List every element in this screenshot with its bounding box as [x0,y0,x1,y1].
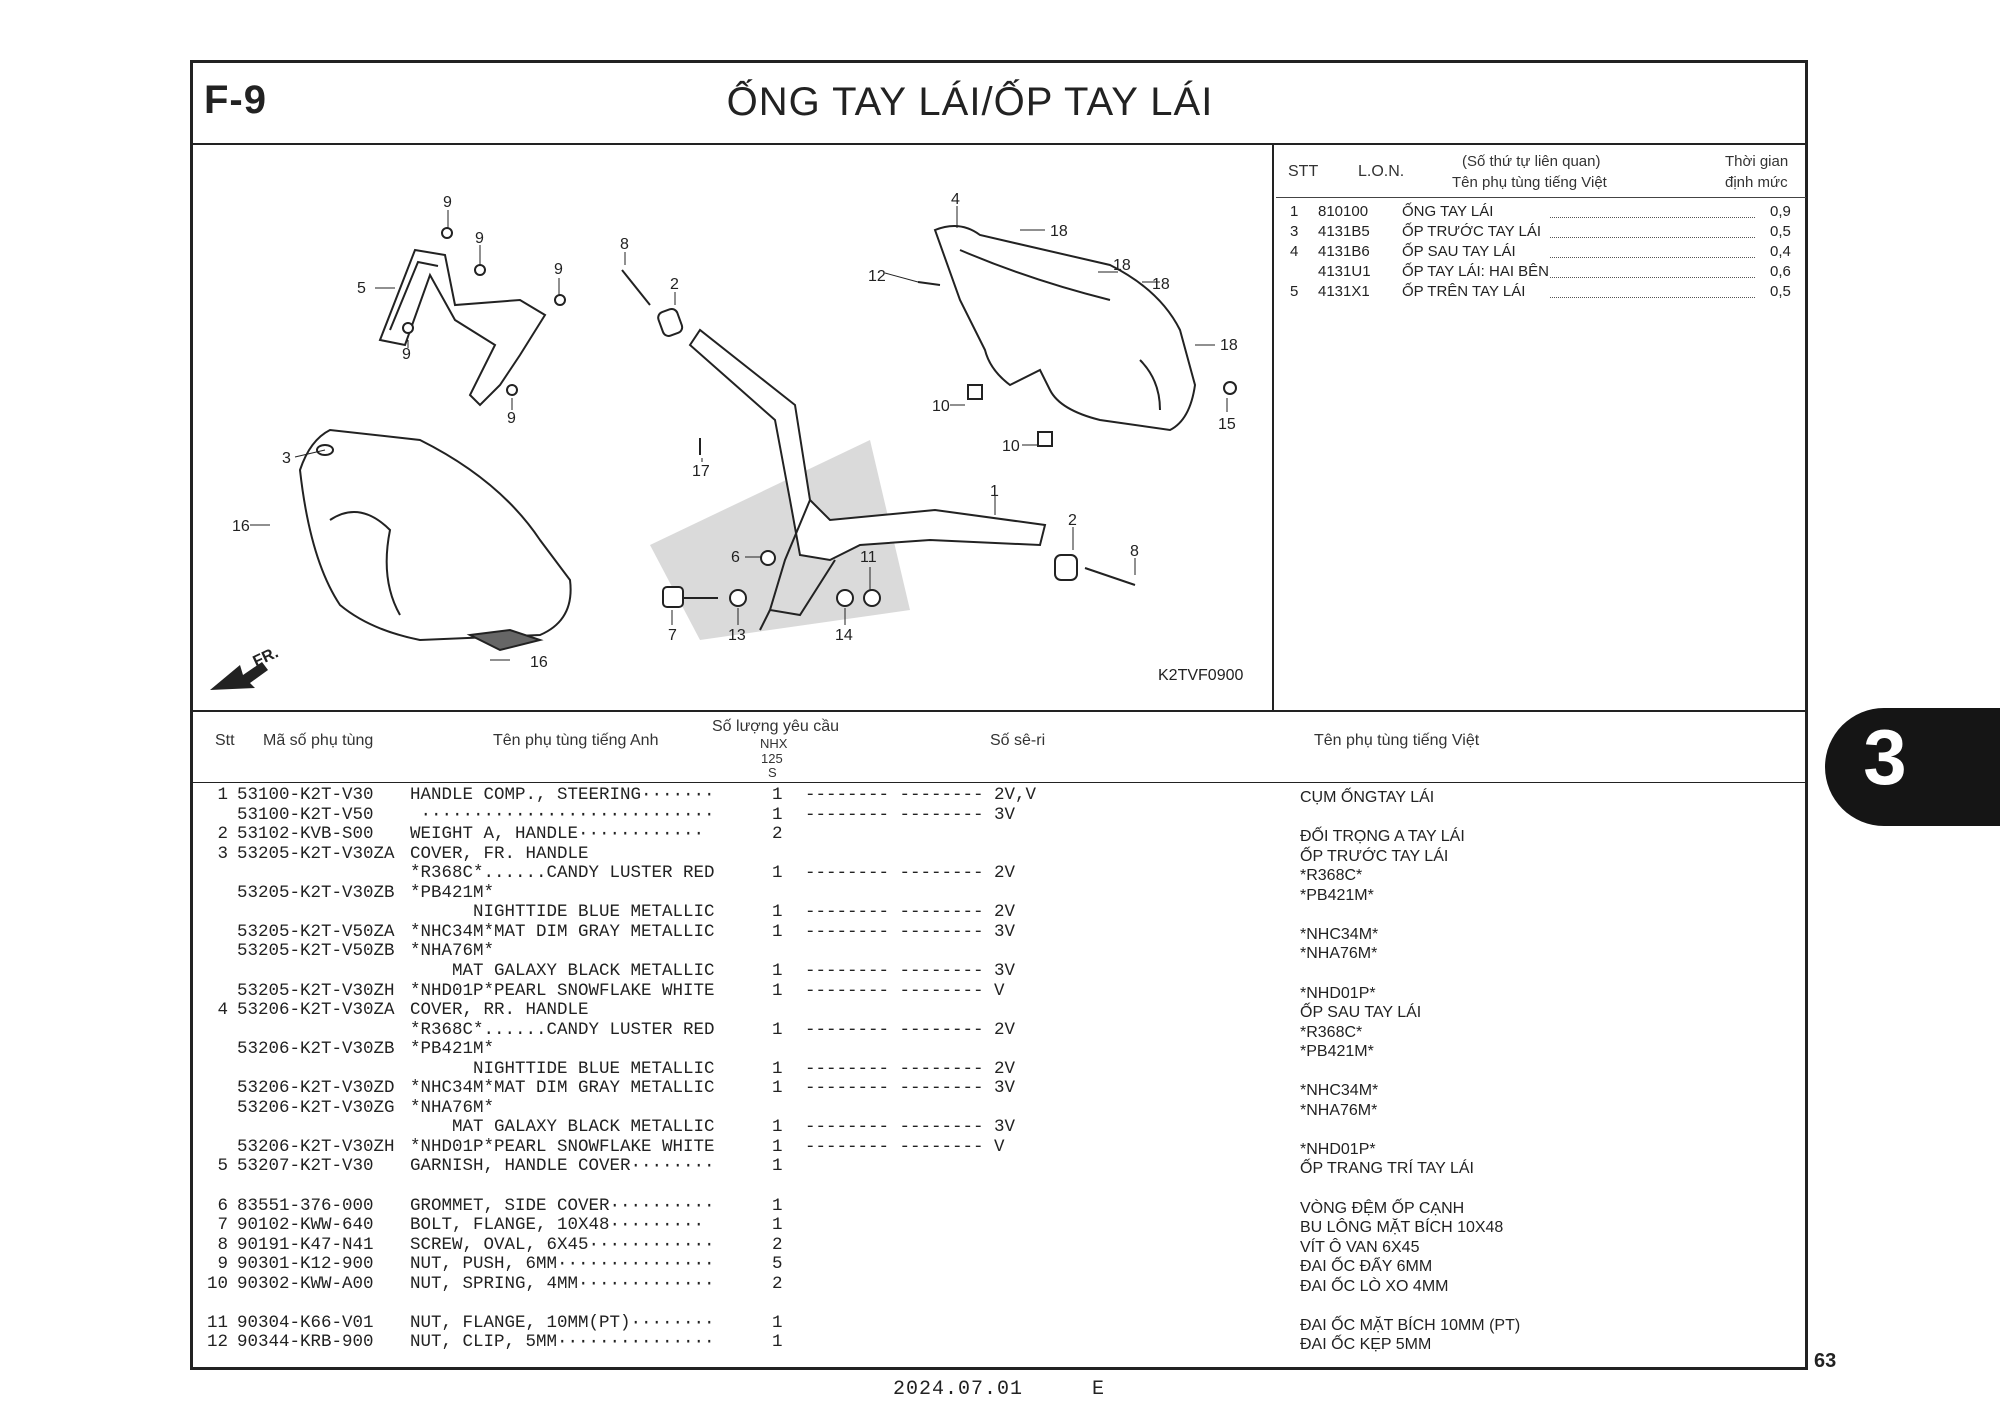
front-label: FR. [250,644,282,671]
parts-qty: 1 [772,960,783,981]
parts-number: 53206-K2T-V30ZD [237,1078,395,1099]
parts-name-en: GARNISH, HANDLE COVER········ [410,1156,715,1177]
parts-row [200,1176,1790,1195]
parts-col-serial: Số sê-ri [990,732,1046,749]
parts-name-en: *NHA76M* [410,941,495,962]
parts-name-vn: BU LÔNG MẶT BÍCH 10X48 [1300,1219,1504,1237]
parts-name-vn: VÒNG ĐỆM ỐP CẠNH [1300,1199,1465,1217]
parts-stt: 1 [217,785,228,805]
parts-stt: 6 [217,1195,228,1216]
parts-serial: -------- -------- 3V [805,960,1016,981]
callout-5: 5 [357,280,366,297]
parts-qty: 1 [772,863,783,884]
parts-serial: -------- -------- 3V [805,1117,1016,1138]
parts-stt: 12 [206,1332,228,1353]
labor-stt: 1 [1290,203,1299,220]
parts-number: 53205-K2T-V30ZA [237,843,395,864]
labor-time: 0,6 [1770,263,1791,280]
callout-7: 7 [668,627,677,644]
callout-10b: 10 [1002,438,1020,455]
parts-name-vn: *NHA76M* [1300,945,1378,963]
callout-8a: 8 [620,236,629,253]
parts-name-en: *NHD01P*PEARL SNOWFLAKE WHITE [410,980,715,1001]
parts-stt: 7 [217,1215,228,1236]
parts-name-en: MAT GALAXY BLACK METALLIC [410,1117,715,1138]
parts-name-vn: ỐP TRANG TRÍ TAY LÁI [1300,1160,1474,1178]
callout-18a: 18 [1050,223,1068,240]
parts-serial: -------- -------- V [805,980,1005,1001]
parts-qty: 2 [772,824,783,845]
parts-row [200,961,1790,980]
parts-name-en: *NHA76M* [410,1097,495,1118]
parts-name-en: NUT, SPRING, 4MM············· [410,1273,715,1294]
callout-2b: 2 [1068,512,1077,529]
callout-18d: 18 [1220,337,1238,354]
labor-name: ỐP TRÊN TAY LÁI [1402,283,1526,300]
parts-row [200,1196,1790,1215]
callout-9b: 9 [475,230,484,247]
parts-qty: 1 [772,1332,783,1353]
parts-row [200,1293,1790,1312]
parts-qty: 1 [772,1312,783,1333]
parts-serial: -------- -------- V [805,1136,1005,1157]
callout-9c: 9 [554,261,563,278]
parts-name-vn: ĐAI ỐC ĐẨY 6MM [1300,1258,1433,1276]
callout-9d: 9 [402,346,411,363]
section-tab: 3 [1825,708,2000,826]
parts-name-en: ···························· [410,804,715,825]
parts-row [200,844,1790,863]
parts-row [200,1235,1790,1254]
parts-row [200,805,1790,824]
parts-row [200,1274,1790,1293]
parts-number: 53206-K2T-V30ZA [237,1000,395,1021]
parts-name-en: *NHC34M*MAT DIM GRAY METALLIC [410,921,715,942]
parts-serial: -------- -------- 3V [805,921,1016,942]
parts-stt: 8 [217,1234,228,1255]
parts-number: 53206-K2T-V30ZG [237,1097,395,1118]
parts-row [200,941,1790,960]
parts-qty: 1 [772,804,783,825]
parts-serial: -------- -------- 2V,V [805,785,1037,805]
parts-name-en: NIGHTTIDE BLUE METALLIC [410,1058,715,1079]
parts-col-model2: 125 [761,751,783,766]
parts-row [200,1098,1790,1117]
parts-stt: 3 [217,843,228,864]
parts-col-partno: Mã số phụ tùng [263,732,374,749]
parts-name-en: NIGHTTIDE BLUE METALLIC [410,902,715,923]
parts-name-en: BOLT, FLANGE, 10X48········· [410,1215,705,1236]
callout-18b: 18 [1113,257,1131,274]
labor-stt: 4 [1290,243,1299,260]
parts-row [200,1137,1790,1156]
callout-13: 13 [728,627,746,644]
parts-name-vn: ỐP SAU TAY LÁI [1300,1004,1422,1022]
labor-col-name-1: (Số thứ tự liên quan) [1462,153,1601,170]
callout-8b: 8 [1130,543,1139,560]
parts-row [200,922,1790,941]
labor-stt: 5 [1290,283,1299,300]
parts-name-en: MAT GALAXY BLACK METALLIC [410,960,715,981]
parts-name-vn: *NHD01P* [1300,1140,1376,1158]
labor-lon: 810100 [1318,203,1369,220]
parts-col-model3: S [768,765,777,780]
callout-12: 12 [868,268,886,285]
parts-qty: 1 [772,1136,783,1157]
parts-name-en: NUT, PUSH, 6MM··············· [410,1254,715,1275]
parts-qty: 1 [772,785,783,805]
page-number: 63 [1814,1350,1837,1372]
labor-stt: 3 [1290,223,1299,240]
labor-col-stt: STT [1288,163,1319,180]
labor-col-name-2: Tên phụ tùng tiếng Việt [1452,174,1607,191]
parts-number: 53100-K2T-V30 [237,785,374,805]
parts-name-vn: *NHA76M* [1300,1101,1378,1119]
parts-qty: 1 [772,1156,783,1177]
parts-name-vn: CỤM ỐNGTAY LÁI [1300,789,1435,806]
parts-stt: 10 [206,1273,228,1294]
parts-col-qty: Số lượng yêu cầu [712,718,840,735]
parts-qty: 1 [772,1058,783,1079]
parts-name-vn: ĐAI ỐC KẸP 5MM [1300,1336,1432,1354]
parts-row [200,1020,1790,1039]
parts-qty: 1 [772,1078,783,1099]
parts-name-vn: *NHC34M* [1300,925,1379,943]
labor-name: ỐP TRƯỚC TAY LÁI [1402,223,1542,240]
callout-14: 14 [835,627,853,644]
parts-name-vn: ĐỐI TRỌNG A TAY LÁI [1300,828,1465,846]
callout-15: 15 [1218,416,1236,433]
labor-lon: 4131X1 [1318,283,1370,300]
parts-name-en: SCREW, OVAL, 6X45············ [410,1234,715,1255]
parts-stt: 9 [217,1254,228,1275]
parts-qty: 1 [772,980,783,1001]
callout-2a: 2 [670,276,679,293]
parts-row [200,1215,1790,1234]
parts-stt: 5 [217,1156,228,1177]
callout-18c: 18 [1152,276,1170,293]
parts-name-en: HANDLE COMP., STEERING······· [410,785,715,805]
parts-col-name-en: Tên phụ tùng tiếng Anh [493,732,659,749]
parts-number: 53207-K2T-V30 [237,1156,374,1177]
parts-name-vn: ỐP TRƯỚC TAY LÁI [1300,847,1449,865]
parts-name-vn: *NHC34M* [1300,1082,1379,1100]
parts-number: 90102-KWW-640 [237,1215,374,1236]
callout-6: 6 [731,549,740,566]
front-cover-part [300,430,571,650]
parts-name-vn: ĐAI ỐC MẶT BÍCH 10MM (PT) [1300,1316,1521,1334]
parts-stt: 11 [206,1312,228,1333]
labor-col-time-1: Thời gian [1725,153,1789,170]
parts-number: 53205-K2T-V30ZH [237,980,395,1001]
parts-col-name-vn: Tên phụ tùng tiếng Việt [1314,732,1480,749]
parts-name-en: *PB421M* [410,882,495,903]
parts-number: 53100-K2T-V50 [237,804,374,825]
parts-name-en: *PB421M* [410,1039,495,1060]
page-title: ỐNG TAY LÁI/ỐP TAY LÁI [726,80,1214,124]
parts-serial: -------- -------- 3V [805,804,1016,825]
parts-number: 90191-K47-N41 [237,1234,374,1255]
parts-qty: 1 [772,921,783,942]
parts-qty: 1 [772,1195,783,1216]
parts-name-vn: *R368C* [1300,1023,1363,1041]
parts-name-en: COVER, FR. HANDLE [410,843,589,864]
parts-name-en: GROMMET, SIDE COVER·········· [410,1195,715,1216]
parts-name-vn: *PB421M* [1300,1043,1374,1061]
parts-name-en: *R368C*......CANDY LUSTER RED [410,863,715,884]
parts-number: 53102-KVB-S00 [237,824,374,845]
parts-row [200,1254,1790,1273]
parts-serial: -------- -------- 3V [805,1078,1016,1099]
callout-9e: 9 [507,410,516,427]
labor-name: ỐP SAU TAY LÁI [1402,243,1516,260]
parts-name-en: COVER, RR. HANDLE [410,1000,589,1021]
parts-number: 53206-K2T-V30ZB [237,1039,395,1060]
parts-row [200,1000,1790,1019]
parts-row [200,883,1790,902]
parts-number: 53205-K2T-V50ZB [237,941,395,962]
parts-qty: 1 [772,1117,783,1138]
parts-number: 90304-K66-V01 [237,1312,374,1333]
callout-1: 1 [990,483,999,500]
callout-16b: 16 [530,654,548,671]
parts-name-vn: ĐAI ỐC LÒ XO 4MM [1300,1277,1449,1295]
callout-16a: 16 [232,518,250,535]
labor-lon: 4131B6 [1318,243,1370,260]
parts-row [200,1078,1790,1097]
callout-4: 4 [951,191,960,208]
parts-qty: 2 [772,1234,783,1255]
parts-row [200,785,1790,804]
parts-serial: -------- -------- 2V [805,863,1016,884]
parts-row [200,1117,1790,1136]
parts-name-vn: *R368C* [1300,867,1363,885]
callout-11: 11 [860,549,877,566]
parts-row [200,1313,1790,1332]
parts-row [200,1059,1790,1078]
parts-serial: -------- -------- 2V [805,1019,1016,1040]
parts-name-vn: *PB421M* [1300,886,1374,904]
parts-row [200,981,1790,1000]
labor-col-lon: L.O.N. [1358,163,1405,180]
parts-qty: 5 [772,1254,783,1275]
labor-time: 0,5 [1770,283,1791,300]
parts-row [200,1332,1790,1351]
parts-qty: 2 [772,1273,783,1294]
parts-name-en: *NHC34M*MAT DIM GRAY METALLIC [410,1078,715,1099]
parts-qty: 1 [772,1019,783,1040]
parts-name-en: *NHD01P*PEARL SNOWFLAKE WHITE [410,1136,715,1157]
parts-row [200,1156,1790,1175]
callout-9a: 9 [443,194,452,211]
parts-row [200,1039,1790,1058]
labor-time: 0,4 [1770,243,1791,260]
section-code: F-9 [204,78,267,122]
parts-number: 53205-K2T-V50ZA [237,921,395,942]
diagram-ref-code: K2TVF0900 [1158,667,1244,684]
parts-row [200,902,1790,921]
parts-name-en: NUT, CLIP, 5MM··············· [410,1332,715,1353]
parts-col-model: NHX [760,736,788,751]
parts-name-en: *R368C*......CANDY LUSTER RED [410,1019,715,1040]
parts-number: 90302-KWW-A00 [237,1273,374,1294]
parts-number: 53206-K2T-V30ZH [237,1136,395,1157]
parts-number: 90301-K12-900 [237,1254,374,1275]
parts-serial: -------- -------- 2V [805,1058,1016,1079]
parts-number: 83551-376-000 [237,1195,374,1216]
labor-name: ỐNG TAY LÁI [1402,203,1494,220]
callout-10a: 10 [932,398,950,415]
parts-col-stt: Stt [215,732,235,749]
callout-17: 17 [692,463,710,480]
labor-name: ỐP TAY LÁI: HAI BÊN [1402,263,1550,280]
parts-qty: 1 [772,902,783,923]
parts-name-en: NUT, FLANGE, 10MM(PT)········ [410,1312,715,1333]
parts-serial: -------- -------- 2V [805,902,1016,923]
parts-name-vn: VÍT Ô VAN 6X45 [1300,1238,1420,1256]
footer-edition: E [1092,1378,1106,1401]
parts-row [200,863,1790,882]
parts-stt: 4 [217,1000,228,1021]
labor-time: 0,5 [1770,223,1791,240]
labor-col-time-2: định mức [1725,174,1788,191]
callout-3: 3 [282,450,291,467]
parts-name-en: WEIGHT A, HANDLE············ [410,824,705,845]
labor-lon: 4131B5 [1318,223,1370,240]
labor-lon: 4131U1 [1318,263,1371,280]
parts-number: 90344-KRB-900 [237,1332,374,1353]
labor-time: 0,9 [1770,203,1791,220]
parts-row [200,824,1790,843]
parts-qty: 1 [772,1215,783,1236]
footer-date: 2024.07.01 [893,1378,1024,1401]
parts-number: 53205-K2T-V30ZB [237,882,395,903]
parts-stt: 2 [217,824,228,845]
parts-name-vn: *NHD01P* [1300,984,1376,1002]
